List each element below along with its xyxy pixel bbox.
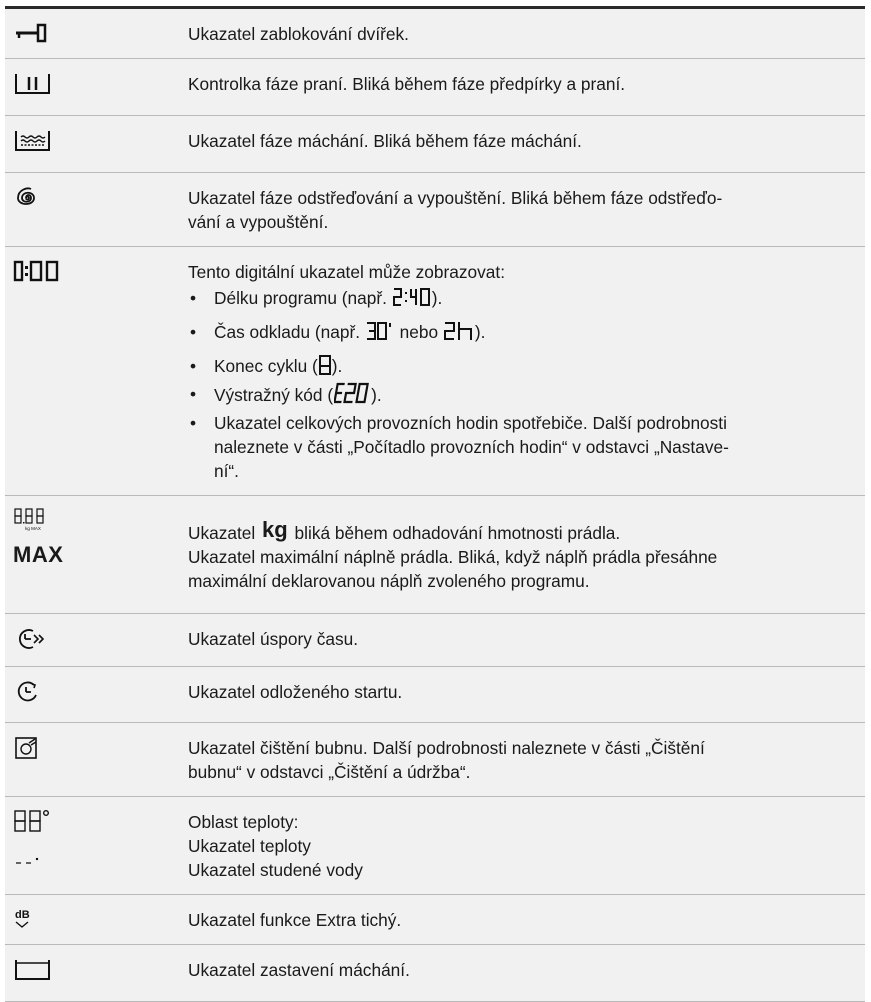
description-text: Ukazatel fáze máchání. Bliká během fáze máchání.	[188, 131, 582, 151]
description-text: Ukazatel zastavení máchání.	[188, 960, 410, 980]
delay-start-icon	[13, 679, 182, 705]
table-row	[5, 667, 865, 723]
spin-drain-icon	[13, 185, 182, 211]
description-line: Ukazatel maximální náplně prádla. Bliká, když náplň prádla přesáhne	[188, 547, 718, 567]
table-row	[5, 797, 865, 895]
symbol-cell	[5, 496, 182, 614]
seg-2h-icon	[444, 321, 474, 347]
description-text: Ukazatel funkce Extra tichý.	[188, 910, 402, 930]
digital-display-icon	[13, 259, 182, 285]
svg-text:kg MAX: kg MAX	[25, 526, 41, 531]
table-row	[5, 247, 865, 496]
description-cell	[182, 945, 865, 1002]
description-text: Kontrolka fáze praní. Bliká během fáze předpírky a praní.	[188, 74, 626, 94]
description-text: Ukazatel zablokování dvířek.	[188, 24, 409, 44]
description-intro: Tento digitální ukazatel může zobrazovat:	[188, 262, 506, 282]
table-row	[5, 614, 865, 667]
symbol-cell	[5, 8, 182, 59]
description-cell	[182, 247, 865, 496]
symbol-cell	[5, 247, 182, 496]
wash-phase-icon	[13, 71, 182, 97]
seg-alarm-code-icon	[334, 382, 370, 410]
description-line: maximální deklarovanou náplň zvoleného programu.	[188, 571, 590, 591]
seg-end-icon	[319, 355, 331, 381]
drum-clean-icon	[13, 735, 182, 761]
table-row	[5, 945, 865, 1002]
list-item	[188, 411, 847, 483]
symbol-cell	[5, 59, 182, 116]
description-line: Ukazatel fáze odstřeďování a vypouštění. Bliká během fáze odstřeďo-	[188, 188, 723, 208]
description-text	[188, 736, 847, 784]
table-row	[5, 895, 865, 945]
table-row	[5, 59, 865, 116]
table-row	[5, 723, 865, 797]
description-cell	[182, 173, 865, 247]
description-cell	[182, 797, 865, 895]
description-cell	[182, 895, 865, 945]
symbol-cell	[5, 667, 182, 723]
description-text: Ukazatel odloženého startu.	[188, 682, 403, 702]
seg-240-icon	[393, 287, 431, 313]
kg-label: kg	[262, 517, 288, 542]
description-text: Ukazatel úspory času.	[188, 629, 359, 649]
max-load-icon: MAX	[13, 542, 64, 567]
description-line: Ukazatel studené vody	[188, 860, 363, 880]
rinse-hold-icon	[13, 957, 182, 983]
symbol-cell	[5, 797, 182, 895]
list-item-text: Ukazatel celkových provozních hodin spotřebiče. Další podrobnosti	[214, 413, 727, 433]
list-item-text: ).	[331, 356, 343, 376]
list-item	[188, 354, 847, 381]
list-item-text: ).	[431, 288, 443, 308]
table-row	[5, 8, 865, 59]
seg-30-icon	[366, 321, 394, 347]
symbol-cell	[5, 173, 182, 247]
display-options-list	[188, 286, 847, 483]
description-cell	[182, 667, 865, 723]
list-item-text: ).	[371, 385, 382, 405]
description-line: Ukazatel teploty	[188, 836, 311, 856]
list-item-text: Délku programu (např.	[214, 288, 392, 308]
description-cell	[182, 8, 865, 59]
symbol-cell	[5, 614, 182, 667]
description-cell	[182, 723, 865, 797]
description-text	[188, 518, 847, 593]
list-item	[188, 320, 847, 347]
symbol-cell	[5, 895, 182, 945]
list-item-text: ní“.	[214, 461, 239, 481]
extra-silent-icon	[13, 907, 182, 933]
description-line: Ukazatel	[188, 523, 261, 543]
description-cell	[182, 116, 865, 173]
description-cell	[182, 59, 865, 116]
list-item	[188, 286, 847, 313]
time-save-icon	[13, 626, 182, 652]
list-item-text: ).	[474, 322, 486, 342]
description-text	[188, 810, 847, 882]
weight-display-icon	[13, 508, 182, 534]
description-text	[188, 186, 847, 234]
symbol-cell	[5, 945, 182, 1002]
description-line: Ukazatel čištění bubnu. Další podrobnosti naleznete v části „Čištění	[188, 738, 705, 758]
temperature-display-icon	[13, 809, 182, 879]
rinse-phase-icon	[13, 128, 182, 154]
description-cell	[182, 496, 865, 614]
table-row	[5, 173, 865, 247]
description-cell	[182, 614, 865, 667]
list-item-text: nebo	[394, 322, 443, 342]
svg-text:dB: dB	[15, 909, 30, 921]
description-line: Oblast teploty:	[188, 812, 299, 832]
description-line: bubnu“ v odstavci „Čištění a údržba“.	[188, 762, 471, 782]
table-row	[5, 496, 865, 614]
description-line: vání a vypouštění.	[188, 212, 329, 232]
list-item-text: Čas odkladu (např.	[214, 322, 365, 342]
symbol-cell	[5, 116, 182, 173]
list-item-text: Konec cyklu (	[214, 356, 318, 376]
door-lock-icon	[13, 21, 182, 45]
description-line: bliká během odhadování hmotnosti prádla.	[289, 523, 621, 543]
list-item	[188, 382, 847, 410]
symbol-cell	[5, 723, 182, 797]
display-indicators-table	[5, 6, 865, 1002]
list-item-text: naleznete v části „Počítadlo provozních hodin“ v odstavci „Nastave-	[214, 437, 729, 457]
table-row	[5, 116, 865, 173]
list-item-text: Výstražný kód (	[214, 385, 334, 405]
